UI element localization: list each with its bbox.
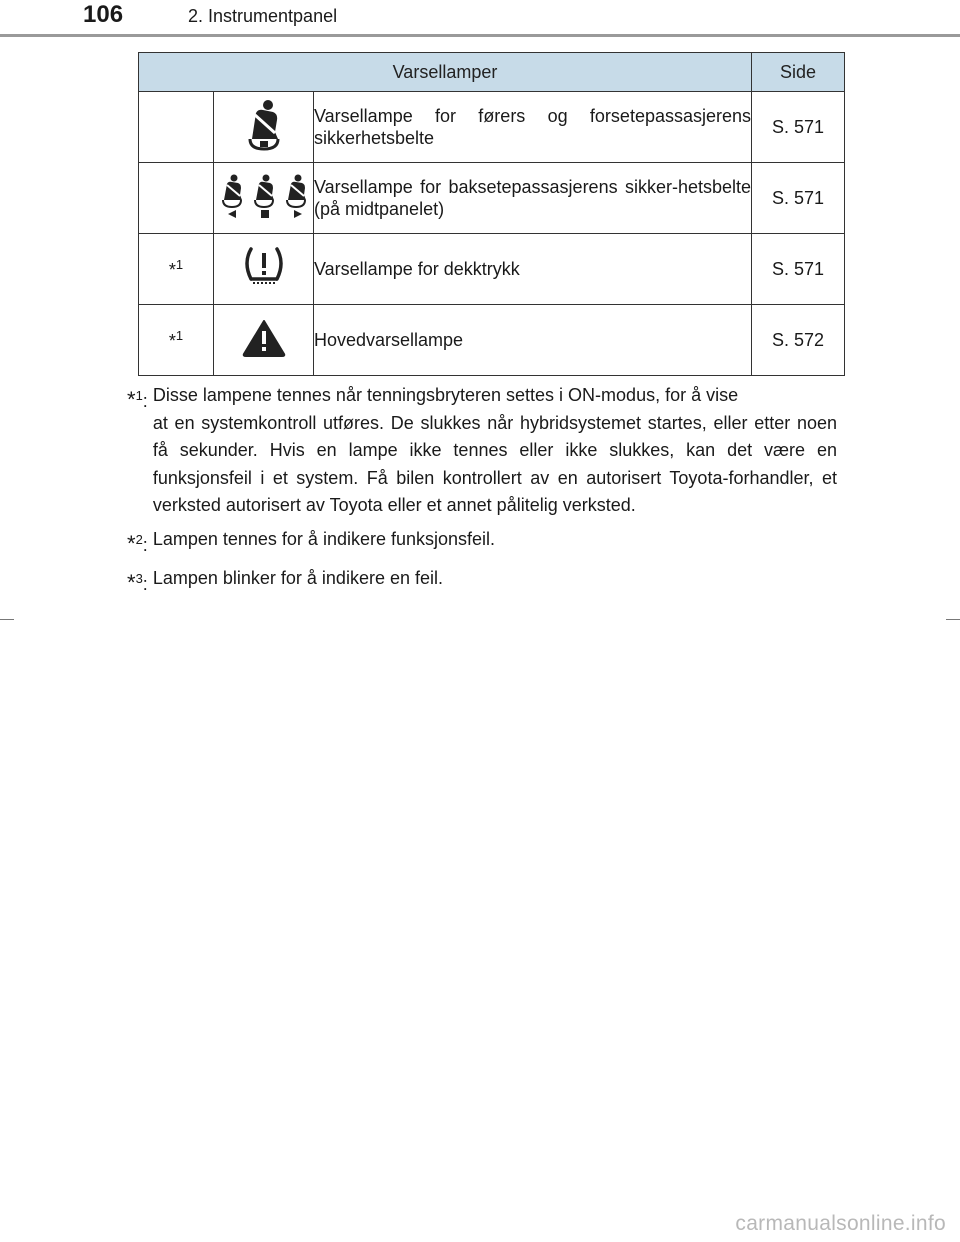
header-rule [0,34,960,37]
row-page-ref: S. 572 [752,305,845,376]
footnote [127,526,837,560]
row-description: Varsellampe for førers og forsetepassasjerens sikkerhetsbelte [314,92,752,163]
row-page-ref: S. 571 [752,92,845,163]
row-description: Varsellampe for baksetepassasjerens sikker-hetsbelte (på midtpanelet) [314,163,752,234]
footnotes [127,382,837,605]
page-number: 106 [83,1,124,28]
table-row [139,163,845,234]
row-mark [139,92,214,163]
footnote-marker: *$^3$: [127,570,148,595]
seatbelt-icon [214,92,314,163]
row-mark: *$^1$ [139,234,214,305]
footnote-text: Lampen blinker for å indikere en feil. [152,568,443,588]
table-row [139,234,845,305]
footnote-marker: *$^1$: [127,387,148,412]
footnote-text: Lampen tennes for å indikere funksjonsfeil. [152,528,496,549]
row-description: Varsellampe for dekktrykk [314,234,752,305]
footnote-text: Disse lampene tennes når tenningsbryteren settes i ON-modus, for å vise at en systemkontroll utføres. De slukkes når hybridsystemet startes, eller etter noen få sekunder. Hvis en lampe ikke tennes eller ikke slukkes, kan det være en funksjonsfeil i et system. Få bilen kontrollert av en autorisert Toyota-forhandler, et verksted autorisert av Toyota eller et annet pålitelig verksted. [152,385,837,515]
tire-pressure-icon [214,234,314,305]
header-page: Side [752,53,845,92]
table-header-row [139,53,845,92]
row-page-ref: S. 571 [752,234,845,305]
row-description: Hovedvarsellampe [314,305,752,376]
header-lamps: Varsellamper [139,53,752,92]
chapter-title: 2. Instrumentpanel [188,6,338,26]
row-mark: *$^1$ [139,305,214,376]
crop-mark-left [0,619,14,620]
table-row [139,305,845,376]
master-warning-icon [214,305,314,376]
crop-mark-right [946,619,960,620]
row-mark [139,163,214,234]
watermark: carmanualsonline.info [735,1212,946,1235]
footnote [127,382,837,520]
table-row [139,92,845,163]
footnote-marker: *$^2$: [127,530,148,556]
row-page-ref: S. 571 [752,163,845,234]
footnote [127,565,837,599]
rear-seatbelts-icon [214,163,314,234]
warning-lamps-table [138,52,845,376]
